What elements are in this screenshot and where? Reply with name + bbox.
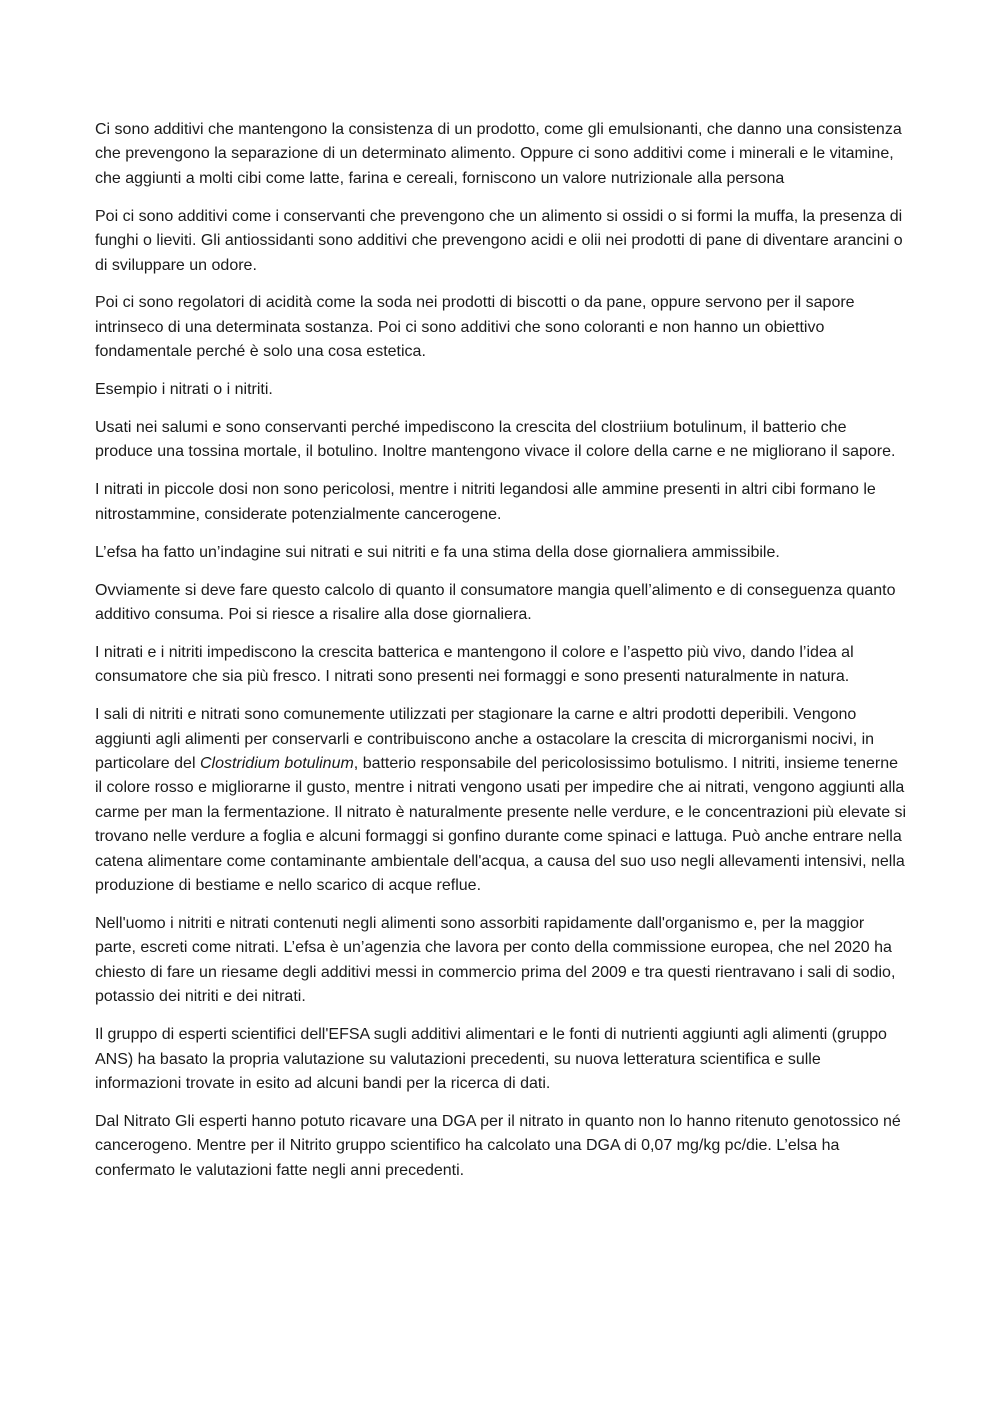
paragraph: Poi ci sono additivi come i conservanti che prevengono che un alimento si ossidi o si formi la muffa, la presenza di funghi o lieviti. Gli antiossidanti sono additivi che prevengono acidi e olii nei prodotti di pane di diventare arancini o di sviluppare un odore.: [95, 207, 903, 274]
paragraph-text: , batterio responsabile del pericolosissimo botulismo. I nitriti, insieme tenerne il colore rosso e migliorarne il gusto, mentre i nitrati vengono usati per impedire che ai nitrati, vengono aggiunti alla carme per man la fermentazione. Il nitrato è naturalmente presente nelle verdure, e le concentrazioni più elevate si trovano nelle verdure a foglia e alcuni formaggi si gonfino durante come spinaci e lattuga. Può anche entrare nella catena alimentare come contaminante ambientale dell'acqua, a causa del suo uso negli allevamenti intensivi, nella produzione di bestiame e nello scarico di acque reflue.: [95, 755, 907, 895]
document-page: [95, 118, 907, 1197]
paragraph: I nitrati e i nitriti impediscono la crescita batterica e mantengono il colore e l’aspetto più vivo, dando l’idea al consumatore che sia più fresco. I nitrati sono presenti nei formaggi e sono presenti naturalmente in natura.: [95, 643, 854, 686]
paragraph: Il gruppo di esperti scientifici dell'EFSA sugli additivi alimentari e le fonti di nutrienti aggiunti agli alimenti (gruppo ANS) ha basato la propria valutazione su valutazioni precedenti, su nuova letteratura scientifica e sulle informazioni trovate in esito ad alcuni bandi per la ricerca di dati.: [95, 1026, 887, 1092]
paragraph: Ovviamente si deve fare questo calcolo di quanto il consumatore mangia quell’alimento e di conseguenza quanto additivo consuma. Poi si riesce a risalire alla dose giornaliera.: [95, 581, 896, 623]
paragraph: Dal Nitrato Gli esperti hanno potuto ricavare una DGA per il nitrato in quanto non lo hanno ritenuto genotossico né cancerogeno. Mentre per il Nitrito gruppo scientifico ha calcolato una DGA di 0,07 mg/kg pc/die. L’elsa ha confermato le valutazioni fatte negli anni precedenti.: [95, 1112, 901, 1179]
paragraph: Nell'uomo i nitriti e nitrati contenuti negli alimenti sono assorbiti rapidamente dall'organismo e, per la maggior parte, escreti come nitrati. L’efsa è un’agenzia che lavora per conto della commissione europea, che nel 2020 ha chiesto di fare un riesame degli additivi messi in commercio prima del 2009 e tra questi rientravano i sali di sodio, potassio dei nitriti e dei nitrati.: [95, 914, 896, 1006]
paragraph-text: I sali di nitriti e nitrati sono comunemente utilizzati per stagionare la carne e altri prodotti deperibili. Vengono aggiunti agli alimenti per conservarli e contribuiscono anche a ostacolare la crescita di microrganismi nocivi, in particolare del: [95, 706, 875, 773]
paragraph: I nitrati in piccole dosi non sono pericolosi, mentre i nitriti legandosi alle ammine presenti in altri cibi formano le nitrostammine, considerate potenzialmente cancerogene.: [95, 481, 876, 523]
paragraph: Esempio i nitrati o i nitriti.: [95, 381, 273, 399]
paragraph: [95, 703, 907, 898]
paragraph: Ci sono additivi che mantengono la consistenza di un prodotto, come gli emulsionanti, che danno una consistenza che prevengono la separazione di un determinato alimento. Oppure ci sono additivi come i minerali e le vitamine, che aggiunti a molti cibi come latte, farina e cereali, forniscono un valore nutrizionale alla persona: [95, 121, 902, 187]
species-name-italic: Clostridium botulinum: [199, 755, 354, 773]
paragraph: Poi ci sono regolatori di acidità come la soda nei prodotti di biscotti o da pane, oppure servono per il sapore intrinseco di una determinata sostanza. Poi ci sono additivi che sono coloranti e non hanno un obiettivo fondamentale perché è solo una cosa estetica.: [95, 294, 855, 361]
paragraph: Usati nei salumi e sono conservanti perché impediscono la crescita del clostriium botulinum, il batterio che produce una tossina mortale, il botulino. Inoltre mantengono vivace il colore della carne e ne migliorano il sapore.: [95, 419, 896, 461]
paragraph: L’efsa ha fatto un’indagine sui nitrati e sui nitriti e fa una stima della dose giornaliera ammissibile.: [95, 543, 780, 561]
